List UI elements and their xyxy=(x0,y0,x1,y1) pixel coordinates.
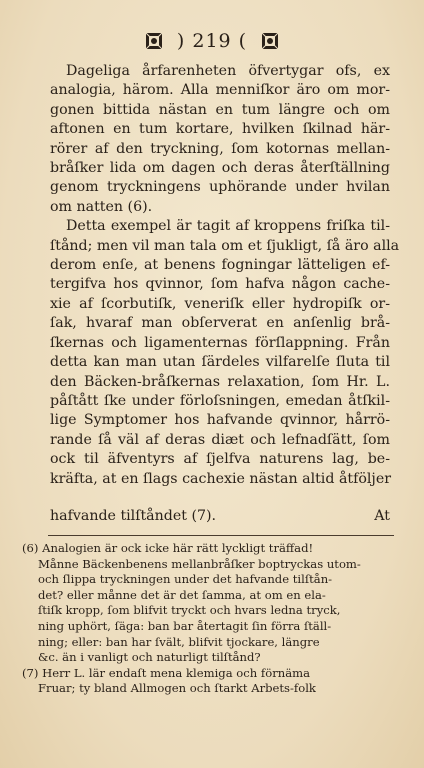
ornament-left-icon xyxy=(145,32,163,50)
body-line: hafvande tilſtåndet (7). xyxy=(50,508,217,524)
body-line: tergifva hos qvinnor, ſom hafva någon cache- xyxy=(50,276,390,293)
body-line: rörer af den tryckning, ſom kotornas mellan- xyxy=(50,140,390,157)
footnote-line: Månne Bäckenbenens mellanbråſker boptryckas utom- xyxy=(38,556,361,571)
footnote-line: (7) Herr L. lär endaſt mena klemiga och förnäma xyxy=(22,665,311,680)
body-line: Detta exempel är tagit af kroppens friſka til- xyxy=(66,218,390,235)
body-line: aftonen en tum kortare, hvilken ſkilnad här- xyxy=(50,121,390,138)
body-line: ſak, hvaraf man obſerverat en anſenlig brå- xyxy=(50,315,390,332)
page-header xyxy=(0,26,424,56)
body-line: xie af ſcorbutiſk, veneriſk eller hydropiſk or- xyxy=(50,295,390,312)
body-line: ſtånd; men vil man tala om et ſjukligt, ſå äro alla xyxy=(50,237,400,254)
body-line: om natten (6). xyxy=(50,198,153,215)
body-line: analogia, härom. Alla menniſkor äro om mor- xyxy=(50,82,390,99)
footnote-line: och ſlippa tryckningen under det hafvande tilſtån- xyxy=(38,572,333,587)
last-line-row xyxy=(50,508,390,528)
footnote-divider xyxy=(48,535,394,536)
footnote-line: Fruar; ty bland Allmogen och ſtarkt Arbets-folk xyxy=(38,681,316,696)
body-text xyxy=(50,62,400,489)
footnote-line: ſtiſk kropp, ſom blifvit tryckt och hvars ledna tryck, xyxy=(38,603,341,618)
ornament-right-icon xyxy=(261,32,279,50)
body-line: Dageliga årfarenheten öfvertygar ofs, ex xyxy=(66,63,390,79)
body-line: rande ſå väl af deras diæt och lefnadſätt, ſom xyxy=(50,431,390,448)
footnote-line: ning uphört, ſäga: ban bar återtagit ſin förra ſtäll- xyxy=(38,618,332,633)
body-line: ſkernas och ligamenternas förſlappning. Från xyxy=(50,334,390,351)
footnote-line: (6) Analogien är ock icke här rätt lyckligt träffad! xyxy=(22,541,314,555)
body-line: lige Symptomer hos hafvande qvinnor, hårrö- xyxy=(50,412,390,429)
footnotes xyxy=(22,541,394,697)
body-line: påſtått ſke under förloſsningen, emedan åtſkil- xyxy=(50,392,390,409)
page-number: ) 219 ( xyxy=(176,30,248,52)
footnote-line: &c. än i vanligt och naturligt tilſtånd? xyxy=(38,650,261,665)
body-line: bråſker lida om dagen och deras återſtällning xyxy=(50,160,390,177)
footnote-line: det? eller månne det är det ſamma, at om en ela- xyxy=(38,587,326,602)
catchword: At xyxy=(374,508,390,524)
body-line: genom tryckningens uphörande under hvilan xyxy=(50,179,390,196)
body-line: derom enſe, at benens fogningar lätteligen ef- xyxy=(50,257,390,274)
body-line: gonen bittida nästan en tum längre och om xyxy=(50,101,390,118)
body-line: kräfta, at en ſlags cachexie nästan altid åtföljer xyxy=(50,470,392,487)
body-line: den Bäcken-bråſkernas relaxation, ſom Hr. L. xyxy=(50,373,390,390)
footnote-line: ning; eller: ban har ſvält, blifvit tjockare, längre xyxy=(38,634,320,649)
body-line: ock til äfventyrs af ſjelfva naturens lag, be- xyxy=(50,451,390,468)
body-line: detta kan man utan ſärdeles vilfarelſe ſluta til xyxy=(50,354,390,371)
